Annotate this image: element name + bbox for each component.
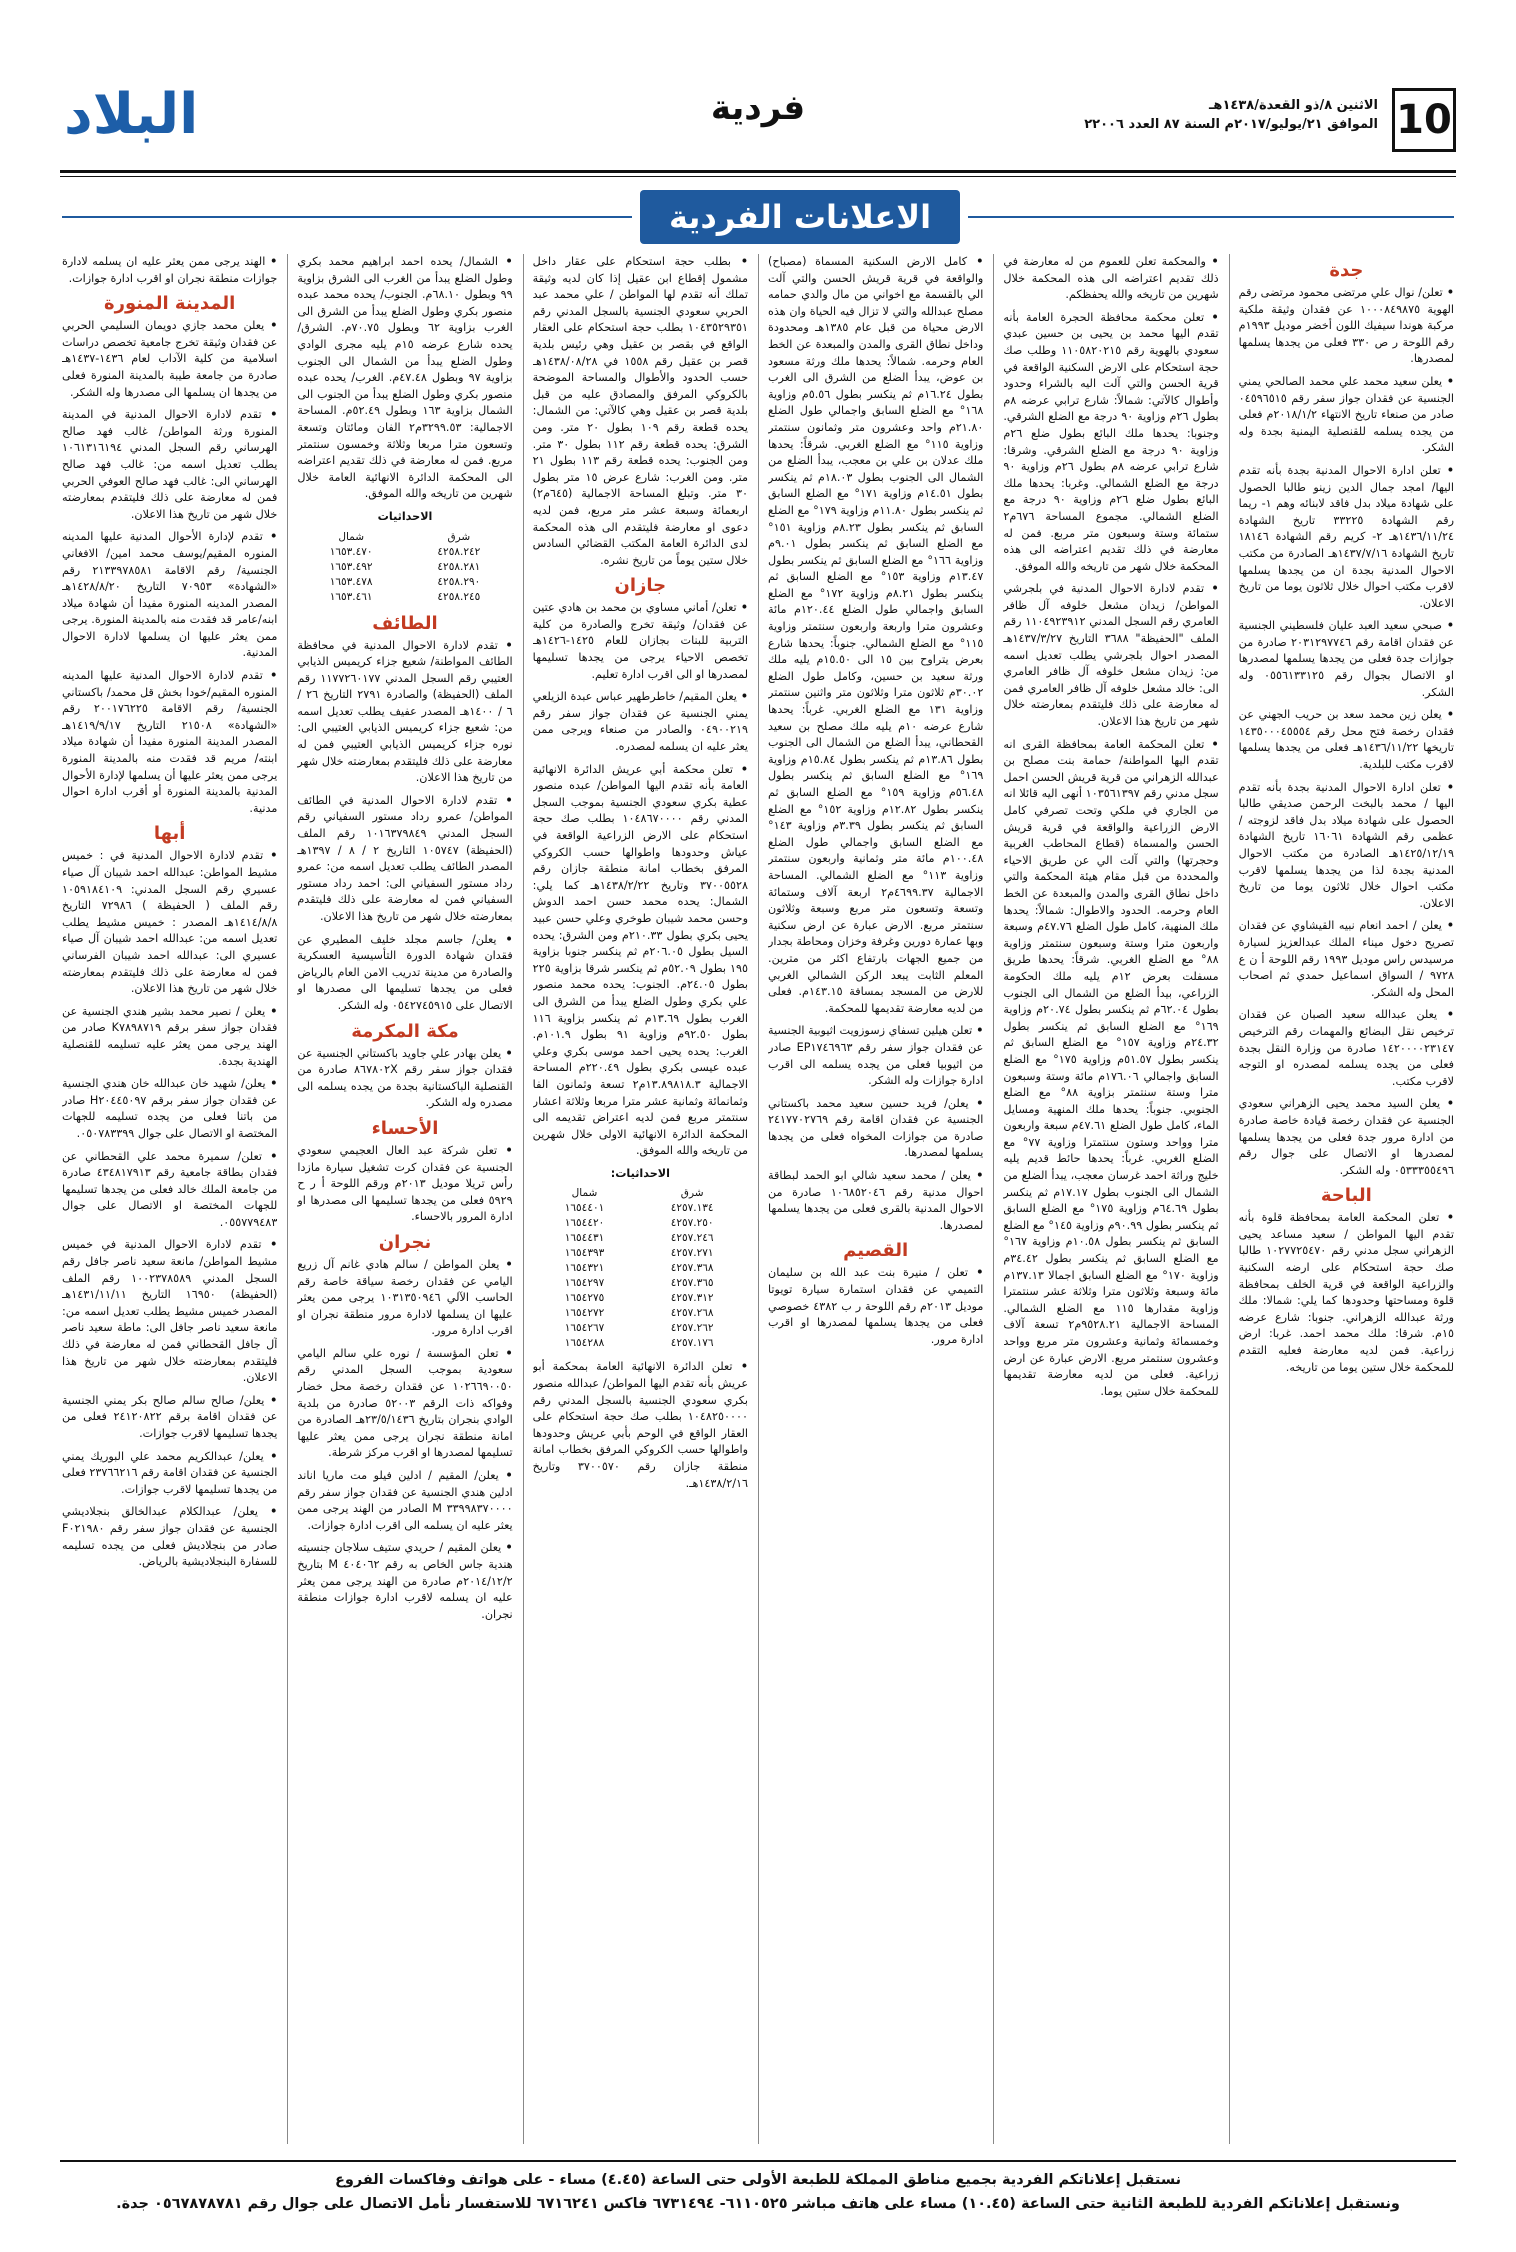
coordinate-value: ٤٢٥٧.١٣٤ (670, 1202, 714, 1215)
column-rule (1229, 254, 1230, 2144)
classified-ad: • تعلن ادارة الاحوال المدنية بجدة بأنه تقدم اليها/ امجد جمال الدين زينو طالبا الحصول على شهادة ميلاد بدل فاقد لابنائه وهم ١- ريما رقم الشهادة ٣٣٢٢٥ تاريخ الشهادة ١٤٣٦/١١/٢٤هـ ٢- كريم رقم الشهادة ١٨١٤٦ تاريخ الشهادة ١٤٣٧/٧/١٦هـ الصادرة من مكتب الاحوال المدنية بجدة ان من يجدها يسلمها لاقرب مكتب احوال خلال ثلاثون يوما من تاريخ الاعلان. (1239, 463, 1454, 612)
coordinates-header: شمال (338, 530, 365, 543)
coordinate-value: ١٦٥٣.٤٩٢ (329, 560, 373, 573)
classified-ad: • يعلن/ شهيد خان عبدالله خان هندي الجنسية عن فقدان جواز سفر برقم H٢٠٤٤٥٠٩٧ صادر من باتنا فعلى من يجده تسليمه للجهات المختصة او الاتصال على جوال ٠٥٠٧٨٣٣٩٩. (62, 1076, 277, 1142)
classified-ad: • يعلن محمد جازي دويمان السليمي الحربي عن فقدان وثيقة تخرج جامعية تخصص دراسات اسلامية من كلية الآداب لعام ١٤٣٦-١٤٣٧هـ صادرة من جامعة طيبة بالمدينة المنورة فعلى من يجدها ان يسلمها الى مصدرها وله الشكر. (62, 318, 277, 401)
coordinate-value: ١٦٥٤٣٩٣ (564, 1247, 605, 1260)
coordinate-value: ١٦٥٤٢٨٨ (564, 1337, 605, 1350)
coordinate-value: ٤٢٥٧.١٧٦ (670, 1337, 714, 1350)
classified-ad: • تعلن / منيرة بنت عبد الله بن سليمان التميمي عن فقدان استمارة سيارة تويوتا موديل ٢٠١٣م رقم اللوحة ر ب ٤٣٨٢ خصوصي فعلى من يجدها يسلمها لمصدرها او اقرب ادارة مرور. (768, 1265, 983, 1348)
region-heading: الأحساء (371, 1117, 439, 1139)
classified-ad: • تعلن/ أماني مساوي بن محمد بن هادي عتين عن فقدان/ وثيقة تخرج والصادرة من كلية التربية للبنات بجازان للعام ١٤٢٥-١٤٢٦هـ تخصص الاحياء يرجى من يجدها تسليمها لمصدرها او الى اقرب ادارة تعليم. (533, 600, 748, 683)
coordinates-row (533, 1321, 748, 1336)
coordinates-row (533, 1261, 748, 1276)
classified-ad: • يعلن المواطن / سالم هادي غانم آل زريع اليامي عن فقدان رخصة سياقة خاصة رقم الحاسب الآلي ١٠٣١٣٥٠٩٤٦ يرجى ممن يعثر عليها ان يسلمها لادارة مرور منطقة نجران او اقرب ادارة مرور. (297, 1257, 512, 1340)
header-divider-thin (60, 176, 1456, 177)
region-heading: أبها (153, 823, 186, 845)
classified-ad: • تعلن/ سميرة محمد علي القحطاني عن فقدان بطاقة جامعية رقم ٤٣٤٨١٧٩١٣ صادرة من جامعة الملك خالد فعلى من يجدها تسليمها للجهات المختصة او الاتصال على جوال ٠٥٥٧٧٩٤٨٣. (62, 1149, 277, 1232)
classified-ad: • تقدم لادارة الاحوال المدنية في : خميس مشيط المواطن: عبدالله احمد شيبان آل صياء عسيري رقم السجل المدني: ١٠٥٩١٨٤١٠٩ رقم الملف ( الحفيظة ) ٧٢٩٨٦ التاريخ ١٤١٤/٨/٨هـ المصدر : خميس مشيط يطلب تعديل اسمه من: عبدالله احمد شيبان آل صياء عسيري الى: عبدالله احمد شيبان الفرساني فمن له معارضة على ذلك فليتقدم بمعارضته خلال شهر من تاريخ هذا الاعلان. (62, 848, 277, 997)
coordinates-label: الاحداثيات (377, 509, 433, 523)
coordinate-value: ١٦٥٤٢٧٥ (564, 1292, 605, 1305)
ad-column (533, 254, 748, 2154)
classified-ad: • يعلن المقيم / حريدي ستيف سلاجان جنسيته هندية جاس الخاص به رقم ٤٠٤٠٦٢ M بتاريخ ٢٠١٤/١٢/٢م صادرة من الهند يرجى ممن يعثر عليه ان يسلمه لاقرب ادارة جوازات منطقة نجران. (297, 1540, 512, 1623)
coordinate-value: ٤٢٥٧.٢٦٢ (670, 1322, 714, 1335)
coordinate-value: ٤٢٥٨.٢٤٢ (437, 545, 481, 558)
classified-ad: • يعلن/ جاسم مجلد خليف المطيري عن فقدان شهادة الدورة التأسيسية العسكرية والصادرة من مدينة تدريب الامن العام بالرياض فعلى من يجدها تسليمها الى مصدرها او الاتصال على ٠٥٤٢٧٤٥٩١٥ وله الشكر. (297, 932, 512, 1015)
classified-ad: • تعلن الدائرة الانهائية العامة بمحكمة أبو عريش بأنه تقدم اليها المواطن/ عبدالله منصور بكري سعودي الجنسية بالسجل المدني رقم ١٠٤٨٢٥٠٠٠٠ بطلب صك حجة استحكام على العقار الواقع في الوحم بأبي عريش وحدودها واطوالها حسب الكروكي المرفق بخطاب امانة منطقة جازان رقم ٣٧٠٠٥٧٠ وتاريخ ١٤٣٨/٢/١٦هـ. (533, 1359, 748, 1492)
coordinate-value: ٤٢٥٨.٢٨١ (437, 560, 481, 573)
column-rule (287, 254, 288, 2144)
region-heading: نجران (378, 1231, 432, 1253)
coordinate-value: ١٦٥٣.٤٧٨ (329, 575, 373, 588)
ad-column (1003, 254, 1218, 2154)
coordinate-value: ٤٢٥٧.٢٦٨ (670, 1307, 714, 1320)
section-title: فردية (710, 88, 806, 128)
classified-ad: • يعلن/ المقيم / ادلين فيلو مت ماريا اناند ادلين هندي الجنسية عن فقدان جواز سفر رقم ٣٣٩٩٨٣٧٠٠٠٠ M الصادر من الهند يرجى ممن يعثر عليه ان يسلمه الى اقرب ادارة جوازات. (297, 1468, 512, 1534)
classified-ad: • يعلن سعيد محمد علي محمد الصالحي يمني الجنسية عن فقدان جواز سفر رقم ٠٤٥٩٦٥١٥ صادر من صنعاء تاريخ الانتهاء ٢٠١٨/١/٢م فعلى من يجده يسلمه للقنصلية اليمنية بجدة وله الشكر. (1239, 374, 1454, 457)
coordinate-value: ٤٢٥٧.٢٧١ (670, 1247, 714, 1260)
region-heading: مكة المكرمة (351, 1020, 459, 1042)
classified-ad: • يعلن/ عبدالكلام عبدالخالق بنجلاديشي الجنسية عن فقدان جواز سفر رقم F٠٢١٩٨٠ صادر من بنجلاديش فعلى من يجده تسليمه للسفارة البنجلاديشية بالرياض. (62, 1504, 277, 1570)
coordinates-row (297, 545, 512, 560)
ad-column (1239, 254, 1454, 2154)
footer-line-2: ونستقبل إعلاناتكم الفردية للطبعة الثانية حتى الساعة (١٠.٤٥) مساء على هاتف مباشر ٦١١٠٥٢٥- ٦٧٣١٤٩٤ فاكس ٦٧١٦٢٤١ للاستفسار نأمل الاتصال على جوال رقم ٠٥٦٧٨٧٨٧٨١ جدة. (116, 2196, 1400, 2212)
coordinate-value: ٤٢٥٨.٢٤٥ (437, 590, 481, 603)
column-rule (523, 254, 524, 2144)
coordinates-row (533, 1291, 748, 1306)
coordinate-value: ١٦٥٤٤٠١ (564, 1202, 605, 1215)
coordinates-row (533, 1336, 748, 1351)
classified-ad: • تقدم لادارة الاحوال المدنية في المدينة المنورة ورثة المواطن/ غالب فهد صالح الهرساني رقم السجل المدني ١٠٦١٣١٦١٩٤ يطلب تعديل اسمه من: غالب فهد صالح الهرساني الى: غالب فهد صالح العوفي الحربي فمن له معارضة على ذلك فليتقدم بمعارضته خلال شهر من تاريخ هذا الاعلان. (62, 407, 277, 523)
classified-ad: • يعلن السيد محمد يحيى الزهراني سعودي الجنسية عن فقدان رخصة قيادة خاصة صادرة من ادارة مرور جدة فعلى من يجدها يسلمها لمصدرها او الاتصال على جوال رقم ٠٥٣٣٣٥٥٤٩٦ وله الشكر. (1239, 1096, 1454, 1179)
header-divider (60, 170, 1456, 173)
ad-column (297, 254, 512, 2154)
coordinate-value: ٤٢٥٧.٢٤٦ (670, 1232, 714, 1245)
classified-ad: • تعلن المحكمة العامة بمحافظة القرى انه تقدم اليها المواطنة/ حمامة بنت مصلح بن عبدالله الزهراني من قرية قريش الحسن احمل سجل مدني رقم ١٠٣٥٦١٣٩٧ أنهى اليه قائلا انه من الجاري في ملكي وتحت تصرفي كامل الارض الزراعية والواقعة في قرية قريش الحسن والمسماة (قطاع المحاطب الغربية وحجرتها) والتي آلت الي عن طريق الاحياء والمحددة من قبل مقام هيئة المحكمة والتي داخل نطاق القرى والمدن والمبعدة عن الخط العام وحرمه. الحدود والاطوال: شمالاً: يحدها ملك المنهية، كامل طول الضلع ٤٧.٧٦م وسبعة واربعون مترا وستة وسبعون سنتمتر وزاوية ٨٨° مع الضلع الغربي. شرقاً: يحدها طريق مسفلت بعرض ١٢م يليه ملك الحكومة الزراعي، بيدأ الضلع من الشمال الى الجنوب بطول ٦٢.٠٤م ثم ينكسر بطول ٢٠.٧٤م وزاوية ١٦٩° مع الضلع السابق ثم ينكسر بطول ٢٤.٣٢م وزاوية ١٥٧° مع الضلع السابق ثم ينكسر بطول ٥١.٥٧م وزاوية ١٧٥° مع الضلع السابق واجمالي ١٧٦.٠٦م مائة وستة وسبعون مترا وستة سنتمتر بزاوية ٨٨° مع الضلع الجنوبي. جنوباً: يحدها ملك المنهية ومسايل الماء، كامل طول الضلع ٤٧.٦١م سبعة واربعون مترا وواحد وستون سنتمترا وزاوية ٧٧° مع الضلع الغربي. غرباً: يحدها حائط قديم يليه خليج وراثة احمد غرسان معجب، يبدأ الضلع من الشمال الى الجنوب بطول ١٧.١٧م ثم ينكسر بطول ٦٤.٦٩م وزاوية ١٧٥° مع الضلع السابق ثم ينكسر بطول ٩٠.٩٩م وزاوية ١٤٥° مع الضلع السابق ثم ينكسر بطول ١٠.٥٨م وزاوية ١٦٧° مع الضلع السابق ثم ينكسر بطول ٣٤.٤٢م وزاوية ١٧٠° مع الضلع السابق اجمالا ١٣٧.١٣م مائة وسبعة وثلاثون مترا وثلاثة عشر سنتمترا وزاوية مقدارها ١١٥ مع الضلع الشمالي. المساحة الاجمالية ٩٥٢٨.٢١م٢ تسعة آلاف وخمسمائة وثمانية وعشرون متر مربع وواحد وعشرون سنتمتر مربع. الارض عبارة عن ارض زراعية. فعلى من لديه معارضة تقديمها للمحكمة خلال ستين يوما. (1003, 737, 1218, 1401)
coordinates-row (533, 1216, 748, 1231)
ad-column (768, 254, 983, 2154)
classified-ad: • يعلن زين محمد سعد بن حريب الجهني عن فقدان رخصة فتح محل رقم ١٤٣٥٠٠٠٤٥٥٥٤ تاريخها ١٤٣٦/١١/٢٢هـ فعلى من يجدها يسلمها لاقرب مكتب للبلدية. (1239, 707, 1454, 773)
coordinates-table (297, 530, 512, 605)
coordinates-row (533, 1201, 748, 1216)
classified-ad: • يعلن / احمد انعام نبيه القيشاوي عن فقدان تصريح دخول ميناء الملك عبدالعزيز لسيارة مرسيدس راس موديل ١٩٩٣ رقم اللوحة أ ن ع ٩٧٢٨ / السواق اسماعيل حمدي ثم اصحاب المحل وله الشكر. (1239, 918, 1454, 1001)
classified-ad: • يعلن بهادر علي جاويد باكستاني الجنسية عن فقدان جواز سفر رقم ٨٦٧٨٠٢X صادرة من القنصلية الباكستانية بجدة من يجده يسلمه الى مصدره وله الشكر. (297, 1046, 512, 1112)
coordinates-row (533, 1231, 748, 1246)
region-heading: جدة (1329, 260, 1364, 281)
coordinates-header: شمال (571, 1187, 598, 1200)
classified-ad: • تعلن هيلين تسفاي زسوزويت اثيوبية الجنسية عن فقدان جواز سفر رقم EP١٧٤٦٩٦٣ صادر من اثيوبيا فعلى من يجده يسلمه الى اقرب ادارة جوازات وله الشكر. (768, 1023, 983, 1089)
classified-ad: • تعلن المؤسسة / نوره علي سالم اليامي سعودية بموجب السجل المدني رقم ١٠٢٦٦٩٠٠٥٠ عن فقدان رخصة محل خضار وفواكه ذات الرقم ٥٢٠٠٣ صادرة من بلدية الوادي بنجران بتاريخ ٢٣/٥/١٤٣٦هـ الصادرة من امانة منطقة نجران يرجى ممن يعثر عليها تسليمها لمصدرها او اقرب مركز شرطة. (297, 1346, 512, 1462)
coordinates-table (533, 1186, 748, 1351)
classified-ad: • تعلن شركة عبد العال العجيمي سعودي الجنسية عن فقدان كرت تشغيل سيارة مازدا رأس تريلا موديل ٢٠١٣م ورقم اللوحة أ ر ح ٥٩٢٩ فعلى من يجدها تسليمها الى مصدرها او ادارة المرور بالاحساء. (297, 1143, 512, 1226)
classified-ad: • صبحي سعيد العبد عليان فلسطيني الجنسية عن فقدان اقامة رقم ٢٠٣١٢٩٧٧٤٦ صادرة من جوازات جدة فعلى من يجدها يسلمها لمصدرها او الاتصال بجوال رقم ٠٥٥٦١٣٣١٢٥ وله الشكر. (1239, 618, 1454, 701)
classified-ad: • كامل الارض السكنية المسماة (مصباح) والواقعة في قرية قريش الحسن والتي آلت الي بالقسمة مع اخواني من مال والدي حمامه مصلح عبدالله والتي لا تزال فيه الحياة وان هذه الارض محياة من قبل عام ١٣٨٥هـ ومحدودة وداخل نطاق القرى والمدن والمبعدة عن الخط العام وحرمه. شمالاً: يحدها ملك ورثة مسعود بن عوض، يبدأ الضلع من الشرق الى الغرب بطول ١٦.٢٤م ثم ينكسر بطول ٥.٥٦م وزاوية ١٦٨° مع الضلع السابق واجمالي طول الضلع ٢١.٨٠م واحد وعشرون متر وثمانون سنتمتر وزاوية ١١٥° مع الضلع الغربي. شرقاً: يحدها ملك عدلان بن علي بن معجب، يبدأ الضلع من الشمال الى الجنوب بطول ١٨.٠٣م ثم ينكسر بطول ١٤.٥١م وزاوية ١٧١° مع الضلع السابق ثم ينكسر بطول ١١.٨٠م وزاوية ١٧٩° مع الضلع السابق ثم ينكسر بطول ٨.٢٣م وزاوية ١٥١° مع الضلع السابق ثم ينكسر بطول ٩.٠١م وزاوية ١٦٦° مع الضلع السابق ثم ينكسر بطول ١٣.٤٧م وزاوية ١٥٣° مع الضلع السابق ثم ينكسر بطول ٨.٢١م وزاوية ١٧٢° مع الضلع السابق واجمالي طول الضلع ١٢٠.٤٤م مائة وعشرون مترا واربعة واربعون سنتمتر وزاوية ١١٥° مع الضلع الشمالي. جنوباً: يحدها شارع بعرض يتراوح بين ١٥ الى ١٥.٥٠م يليه ملك ورثة سعيد بن حسين، وكامل طول الضلع ٣٠.٠٢م ثلاثون مترا وثلاثون متر واثنين سنتمتر وزاوية ١٣١ مع الضلع الغربي. غرباً: يحدها شارع عرضه ١٠م يليه ملك مصلح بن سعيد القحطاني، يبدأ الضلع من الشمال الى الجنوب بطول ١٣.٨٦م ثم ينكسر بطول ١٥.٨٤م وزاوية ١٦٩° مع الضلع السابق ثم ينكسر بطول ٥٦.٤٨م وزاوية ١٥٩° مع الضلع السابق ثم ينكسر بطول ١٢.٨٢م وزاوية ١٥٢° مع الضلع السابق ثم ينكسر بطول ٣.٣٩م وزاوية ١٤٣° مع الضلع السابق واجمالي طول الضلع ١٠٠.٤٨م مائة متر وثمانية واربعون سنتمتر وزاوية ١١٣° مع الضلع الشمالي. المساحة الاجمالية ٤٦٩٩.٣٧م٢ اربعة آلاف وستمائة وتسعة وتسعون متر مربع وسبعة وثلاثون سنتمتر مربع. الارض عبارة عن ارض سكنية وبها عمارة دورين وغرفة وخزان ومحاطة بجدار من جميع الجهات بارتفاع اكثر من مترين. المعلم الثابت يبعد الركن الشمالي الغربي للارض من المسجد بمسافة ١٤٣.١٥م. فعلى من لديه معارضة تقديمها للمحكمة. (768, 254, 983, 1017)
region-heading: القصيم (843, 1240, 909, 1262)
classified-ad: • يعلن المقيم/ خاطرطهير عباس عبدة الزيلعي يمني الجنسية عن فقدان جواز سفر رقم ٠٤٩٠٠٢١٩ والصادر من صنعاء ويرجى ممن يعثر عليه ان يسلمه لمصدره. (533, 689, 748, 755)
column-rule (993, 254, 994, 2144)
coordinates-header: شرق (447, 530, 471, 543)
classifieds-banner: الاعلانات الفردية (640, 190, 960, 244)
classified-ad: • تعلن محكمة محافظة الحجرة العامة بأنه تقدم اليها محمد بن يحيى بن حسين عبدي سعودي بالهوية رقم ١١٠٥٨٢٠٢١٥ وطلب صك حجة استحكام على الارض السكنية الواقعة في قرية الحسن والتي آلت اليه بالشراء وحدود وأطوال كالآتي: شمالاً: شارع ترابي عرضه ٨م بطول ٢٦م وزاوية ٩٠ درجة مع الضلع الشرقي. وجنوبا: يحدها ملك البائع بطول ضلع ٢٦م وزاوية ٩٠ درجة مع الضلع الشرقي. وشرقا: شارع ترابي عرضه ٨م بطول ٢٦م وزاوية ٩٠ درجة مع الضلع الشمالي. وغربا: يحدها ملك البائع بطول ضلع ٢٦م وزاوية ٩٠ درجة مع الضلع الشمالي. مجموع المساحة ٦٧٦م٢ ستمائة وستة وسبعون متر مربع. فمن له معارضة في ذلك تقديم اعتراضه الى هذه المحكمة خلال شهر من تاريخه والله الموفق. (1003, 310, 1218, 576)
coordinate-value: ١٦٥٣.٤٧٠ (329, 545, 373, 558)
classified-ad: • الشمال/ يحده احمد ابراهيم محمد بكري وطول الضلع يبدأ من الغرب الى الشرق بزاوية ٩٩ وبطول ٦٨.١٠م. الجنوب/ يحده محمد عبده منصور بكري وطول الضلع يبدأ من الشرق الى الغرب بزاوية ٦٢ وبطول ٧٠.٧٥م. الشرق/ يحده شارع عرضه ١٥م يليه مجرى الوادي وطول الضلع يبدأ من الشمال الى الجنوب بزاوية ٩٧ وبطول ٤٧.٤٨م. الغرب/ يحده عبده منصور بكري وطول الضلع يبدأ من الجنوب الى الشمال بزاوية ١٦٣ وبطول ٥٢.٤٩م. المساحة الاجمالية: ٣٢٩٩.٥٣م٢ الفان ومائتان وتسعة وتسعون مترا مربعا وثلاثة وخمسون سنتمتر مربع. فمن له معارضة في ذلك تقديم اعتراضه الى المحكمة الدائرة الانهائية العامة خلال شهرين من تاريخه والله الموفق. (297, 254, 512, 503)
classified-ad: • بطلب حجة استحكام على عقار داخل مشمول إقطاع ابن عقيل إذا كان لديه وثيقة تملك أنه تقدم لها المواطن / علي محمد عبد الحربي سعودي الجنسية بالسجل المدني رقم ١٠٤٣٥٢٩٣٥١ بطلب حجة استحكام على العقار الواقع في بقصر بن عقيل وهي رئيس بلدية قصر بن عقيل رقم ١٥٥٨ في ١٤٣٨/٠٨/٢٨هـ حسب الحدود والأطوال والمساحة الموضحة بالكروكي المرفق والمصادق عليه من قبل بلدية قصر بن عقيل وهي كالآتي: من الشمال: يحده قطعة رقم ١٠٩ بطول ٢٠ متر. ومن الشرق: يحده قطعة رقم ١١٢ بطول ٣٠ متر. ومن الجنوب: يحده قطعة رقم ١١٣ بطول ٢١ متر. ومن الغرب: شارع عرض ١٥ متر بطول ٣٠ متر. وتبلغ المساحة الاجمالية (٦٤٥م٢) اربعمائة وسبعة عشر متر مربع، فمن لديه دعوى او معارضة فليتقدم الى هذه المحكمة لدى الدائرة العامة المكتب القضائي السادس خلال ستين يوماً من تاريخ نشره. (533, 254, 748, 569)
classified-ad: • يعلن/ صالح سالم صالح بكر يمني الجنسية عن فقدان اقامة برقم ٢٤١٢٠٨٢٢ فعلى من يجدها تسليمها لاقرب جوازات. (62, 1393, 277, 1443)
classified-ad: • تعلن محكمة أبي عريش الدائرة الانهائية العامة بأنه تقدم اليها المواطن/ عبده منصور عطية بكري سعودي الجنسية بموجب السجل المدني رقم ١٠٤٨٦٧٠٠٠٠ بطلب صك حجة استحكام على الارض الزراعية الواقعة في عياش وحدودها واطوالها حسب الكروكي المرفق بخطاب امانة منطقة جازان رقم ٣٧٠٠٥٥٢٨ وتاريخ ١٤٣٨/٢/٢٢هـ كما يلي: الشمال: يحده محمد حسن احمد الدوش وحسن محمد شيبان طوخري وعلي حسن عبيد يحيى بكري بطول ٢١٠.٣٣م ومن الشرق: يحده السيل بطول ٢٠٦.٠٥م ثم ينكسر جنوبا بزاوية ١٩٥ بطول ٥٢.٠٩م ثم ينكسر شرقا بزاوية ٢٢٥ بطول ٢٤.٠٥م. الجنوب: يحده محمد منصور علي بكري وطول الضلع يبدأ من الشرق الى الغرب بطول ١٣.٦٩م ثم ينكسر بزاوية ١١٦ بطول ٩٢.٥٠م وزاوية ٩١ بطول ١٠١.٩م. الغرب: يحده يحيى احمد موسى بكري وعلي عبده عيسى بكري بطول ٢٢٠.٤٩م المساحة الاجمالية ١٣.٨٩٨١٨.٣م٢ تسعة وثمانون الفا وثمانمائة وثمانية عشر مترا مربعا وثلاثة اعشار سنتمتر مربع فمن لديه اعتراض تقديمه الى المحكمة الدائرة الانهائية الاولى خلال شهرين من تاريخه والله الموفق. (533, 762, 748, 1160)
region-heading: الباحة (1320, 1185, 1372, 1207)
banner-line-left (62, 216, 632, 218)
coordinates-row (533, 1276, 748, 1291)
coordinate-value: ١٦٥٤٢٧٢ (564, 1307, 605, 1320)
classified-ad: • تقدم لادارة الاحوال المدنية في الطائف المواطن/ عمرو رداد مستور السفياني رقم السجل المدني ١٠١٦٣٧٩٨٤٩ رقم الملف (الحفيظة) ١٠٥٧٤٧ التاريخ ٢ / ٨ / ١٣٩٧هـ المصدر الطائف يطلب تعديل اسمه من: عمرو رداد مستور السفياني الى: احمد رداد مستور السفياني فمن له معارضة على ذلك فليتقدم بمعارضته خلال شهر من تاريخ هذا الاعلان. (297, 793, 512, 926)
classified-ad: • تقدم لادارة الاحوال المدنية في محافظة الطائف المواطنة/ شعيع جزاء كريميس الذيابي العتيبي رقم السجل المدني ١١٧٧٢٦٠١٧٧ رقم الملف (الحفيظة) والصادرة ٢٧٩١ التاريخ ٢٦ / ٦ / ١٤٠٠هـ المصدر عفيف يطلب تعديل اسمه من: شعيع جزاء كريميس الذيابي العتيبي الى: نوره جزاء كريميس الذيابي العتيبي فمن له معارضة على ذلك فليتقدم بمعارضته خلال شهر من تاريخ هذا الاعلان. (297, 638, 512, 787)
classified-ad: • تعلن/ نوال علي مرتضى محمود مرتضى رقم الهوية ١٠٠٠٨٤٩٨٧٥ عن فقدان وثيقة ملكية مركبة هوندا سيفيك اللون أخضر موديل ١٩٩٣م رقم اللوحة ر ص ٣٣٠ فعلى من يجدها يسلمها لمصدرها. (1239, 285, 1454, 368)
classified-ad: • يعلن / نصير محمد بشير هندي الجنسية عن فقدان جواز سفر برقم K٧٨٩٨٧١٩ صادر من الهند يرجى ممن يعثر عليه تسليمه للقنصلية الهندية بجدة. (62, 1004, 277, 1070)
banner-line-right (968, 216, 1454, 218)
classified-ad: • يعلن/ عبدالكريم محمد علي البوريك يمني الجنسية عن فقدان اقامة رقم ٢٣٧٦٦٢١٦ فعلى من يجدها تسليمها لاقرب جوازات. (62, 1449, 277, 1499)
coordinates-row (297, 560, 512, 575)
page-number: 10 (1392, 88, 1456, 152)
coordinate-value: ١٦٥٤٢٦٧ (564, 1322, 605, 1335)
date-gregorian: الموافق ٢١/يوليو/٢٠١٧م السنة ٨٧ العدد ٢٢٠٠٦ (1084, 117, 1378, 132)
coordinate-value: ١٦٥٤٤٢٠ (564, 1217, 605, 1230)
region-heading: جازان (614, 575, 667, 597)
classified-ad: • والمحكمة تعلن للعموم من له معارضة في ذلك تقديم اعتراضه الى هذه المحكمة خلال شهرين من تاريخه والله يحفظكم. (1003, 254, 1218, 304)
coordinate-value: ١٦٥٤٢٩٧ (564, 1277, 605, 1290)
date-hijri: الاثنين ٨/ذو القعدة/١٤٣٨هـ (1208, 98, 1378, 113)
coordinates-row (533, 1306, 748, 1321)
coordinates-row (297, 575, 512, 590)
coordinate-value: ٤٢٥٧.٢٥٠ (670, 1217, 714, 1230)
coordinate-value: ٤٢٥٧.٣١٢ (670, 1292, 714, 1305)
coordinates-row (297, 590, 512, 605)
classified-ad: • تعلن المحكمة العامة بمحافظة قلوة بأنه تقدم اليها المواطن / سعيد مساعد يحيى الزهراني سجل مدني رقم ١٠٢٧٧٢٥٤٧٠ طالبا صك حجة استحكام على ارضه السكنية والزراعية الواقعة في قرية الخلف بمحافظة قلوة ومساحتها وحدودها كما يلي: شمالا: ملك ورثة عبدالله الزهراني. جنوبا: شارع عرضه ١٥م. شرقا: ملك محمد احمد. غربا: ارض زراعية. فمن لديه معارضة فعليه التقدم للمحكمة خلال ستين يوما من تاريخه. (1239, 1210, 1454, 1376)
footer-line-1: نستقبل إعلاناتكم الفردية بجميع مناطق المملكة للطبعة الأولى حتى الساعة (٤.٤٥) مساء - على هواتف وفاكسات الفروع (334, 2172, 1182, 2188)
page-footer (60, 2160, 1456, 2232)
classified-ad: • يعلن/ فريد حسين سعيد محمد باكستاني الجنسية عن فقدان اقامة رقم ٢٤١٧٧٠٢٧٦٩ صادرة من جوازات المخواه فعلى من يجدها يسلمها لمصدرها. (768, 1096, 983, 1162)
coordinate-value: ٤٢٥٧.٣٦٨ (670, 1262, 714, 1275)
classified-ad: • تقدم لإدارة الأحوال المدنية عليها المدينه المنوره المقيم/يوسف محمد امين/ الافغاني الجنسية/ رقم الاقامة ٢١٣٣٩٧٨٥٨١ رقم «الشهادة» ٧٠٩٥٣ التاريخ ١٤٢٨/٨/٢٠هـ المصدر المدينه المنورة مفيدا أن شهادة ميلاد ابنه/عامر قد فقدت منه بالمدينة المنورة. يرجى ممن يعثر عليها ان يسلمها لادارة الاحوال المدنية. (62, 529, 277, 662)
region-heading: المدينة المنورة (104, 293, 236, 315)
coordinate-value: ٤٢٥٨.٢٩٠ (437, 575, 481, 588)
coordinate-value: ١٦٥٤٤٣١ (564, 1232, 605, 1245)
coordinates-label: الاحداثيات: (610, 1166, 670, 1180)
classified-ad: • تقدم لادارة الاحوال المدنية عليها المدينه المنوره المقيم/خودا بخش قل محمد/ باكستاني الجنسية/ رقم الاقامة ٢٠٠١٧٦٢٢٥ رقم «الشهادة» ٢١٥٠٨ التاريخ ١٤١٩/٩/١٧هـ المصدر المدينة المنورة مفيدا أن شهادة ميلاد ابنته/ مريم قد فقدت منه بالمدينة المنورة يرجى ممن يعثر عليها أن يسلمها لإدارة الأحوال المدنية بالمدينة المنورة أو أقرب ادارة احوال مدنية. (62, 668, 277, 817)
classified-ad: • الهند يرجى ممن يعثر عليه ان يسلمه لادارة جوازات منطقة نجران او اقرب ادارة جوازات. (62, 254, 277, 287)
coordinate-value: ٤٢٥٧.٣٦٥ (670, 1277, 714, 1290)
classified-ad: • تعلن ادارة الاحوال المدنية بجدة بأنه تقدم اليها / محمد بالبخت الرحمن صديقي طالبا الحصول على شهادة ميلاد بدل فاقد لزوجته / عظمى رقم الشهادة ١٦٠٦١ تاريخ الشهادة ١٤٢٥/١٢/١٩هـ الصادرة من مكتب الاحوال المدنية بجدة لذا من يجدها يسلمها لاقرب مكتب احوال خلال ثلاثون يوما من تاريخ الاعلان. (1239, 780, 1454, 913)
classified-ad: • تقدم لادارة الاحوال المدنية في خميس مشيط المواطن/ مانعة سعيد ناصر جافل رقم السجل المدني ١٠٠٢٣٧٨٥٨٩ رقم الملف (الحفيظة) ١٦٩٥٠ التاريخ ١٤٣١/١١/١١هـ المصدر خميس مشيط يطلب تعديل اسمه من: مانعة سعيد ناصر جافل الى: ماطة سعيد ناصر آل جافل القحطاني فمن له معارضة في ذلك فليتقدم بمعارضته خلال شهر من تاريخ هذا الاعلان. (62, 1237, 277, 1386)
page-header (60, 82, 1456, 168)
coordinates-header: شرق (680, 1187, 704, 1200)
coordinate-value: ١٦٥٣.٤٦١ (329, 590, 373, 603)
classified-ad: • يعلن عبدالله سعيد الصبان عن فقدان ترخيص نقل البضائع والمهمات رقم الترخيص ١٤٢٠٠٠٠٢٣١٤٧ صادرة من وزارة النقل بجدة فعلى من يجده يسلمه لمصدره او التوجه لاقرب مكتب. (1239, 1007, 1454, 1090)
coordinates-row (533, 1246, 748, 1261)
classified-ad: • يعلن / محمد سعيد شالي ابو الحمد لبطاقة احوال مدنية رقم ١٠٦٨٥٢٠٤٦ صادرة من الاحوال المدنية بالقرى فعلى من يجدها يسلمها لمصدرها. (768, 1168, 983, 1234)
column-rule (758, 254, 759, 2144)
coordinate-value: ١٦٥٤٣٢١ (564, 1262, 605, 1275)
ad-column (62, 254, 277, 2154)
region-heading: الطائف (372, 612, 438, 634)
newspaper-logo: البلاد (64, 82, 199, 147)
classified-ad: • تقدم لادارة الاحوال المدنية في بلجرشي المواطن/ زيدان مشعل خلوفه آل ظافر العامري رقم السجل المدني ١١٠٤٩٢٣٩١٢ رقم الملف "الحفيظة" ٣٦٨٨ التاريخ ١٤٣٧/٣/٢٧هـ المصدر احوال بلجرشي يطلب تعديل اسمه من: زيدان مشعل خلوفه آل ظافر العامري الى: خالد مشعل خلوفه آل ظافر العامري فمن له معارضة على ذلك فليتقدم بمعارضته خلال شهر من تاريخ هذا الاعلان. (1003, 581, 1218, 730)
